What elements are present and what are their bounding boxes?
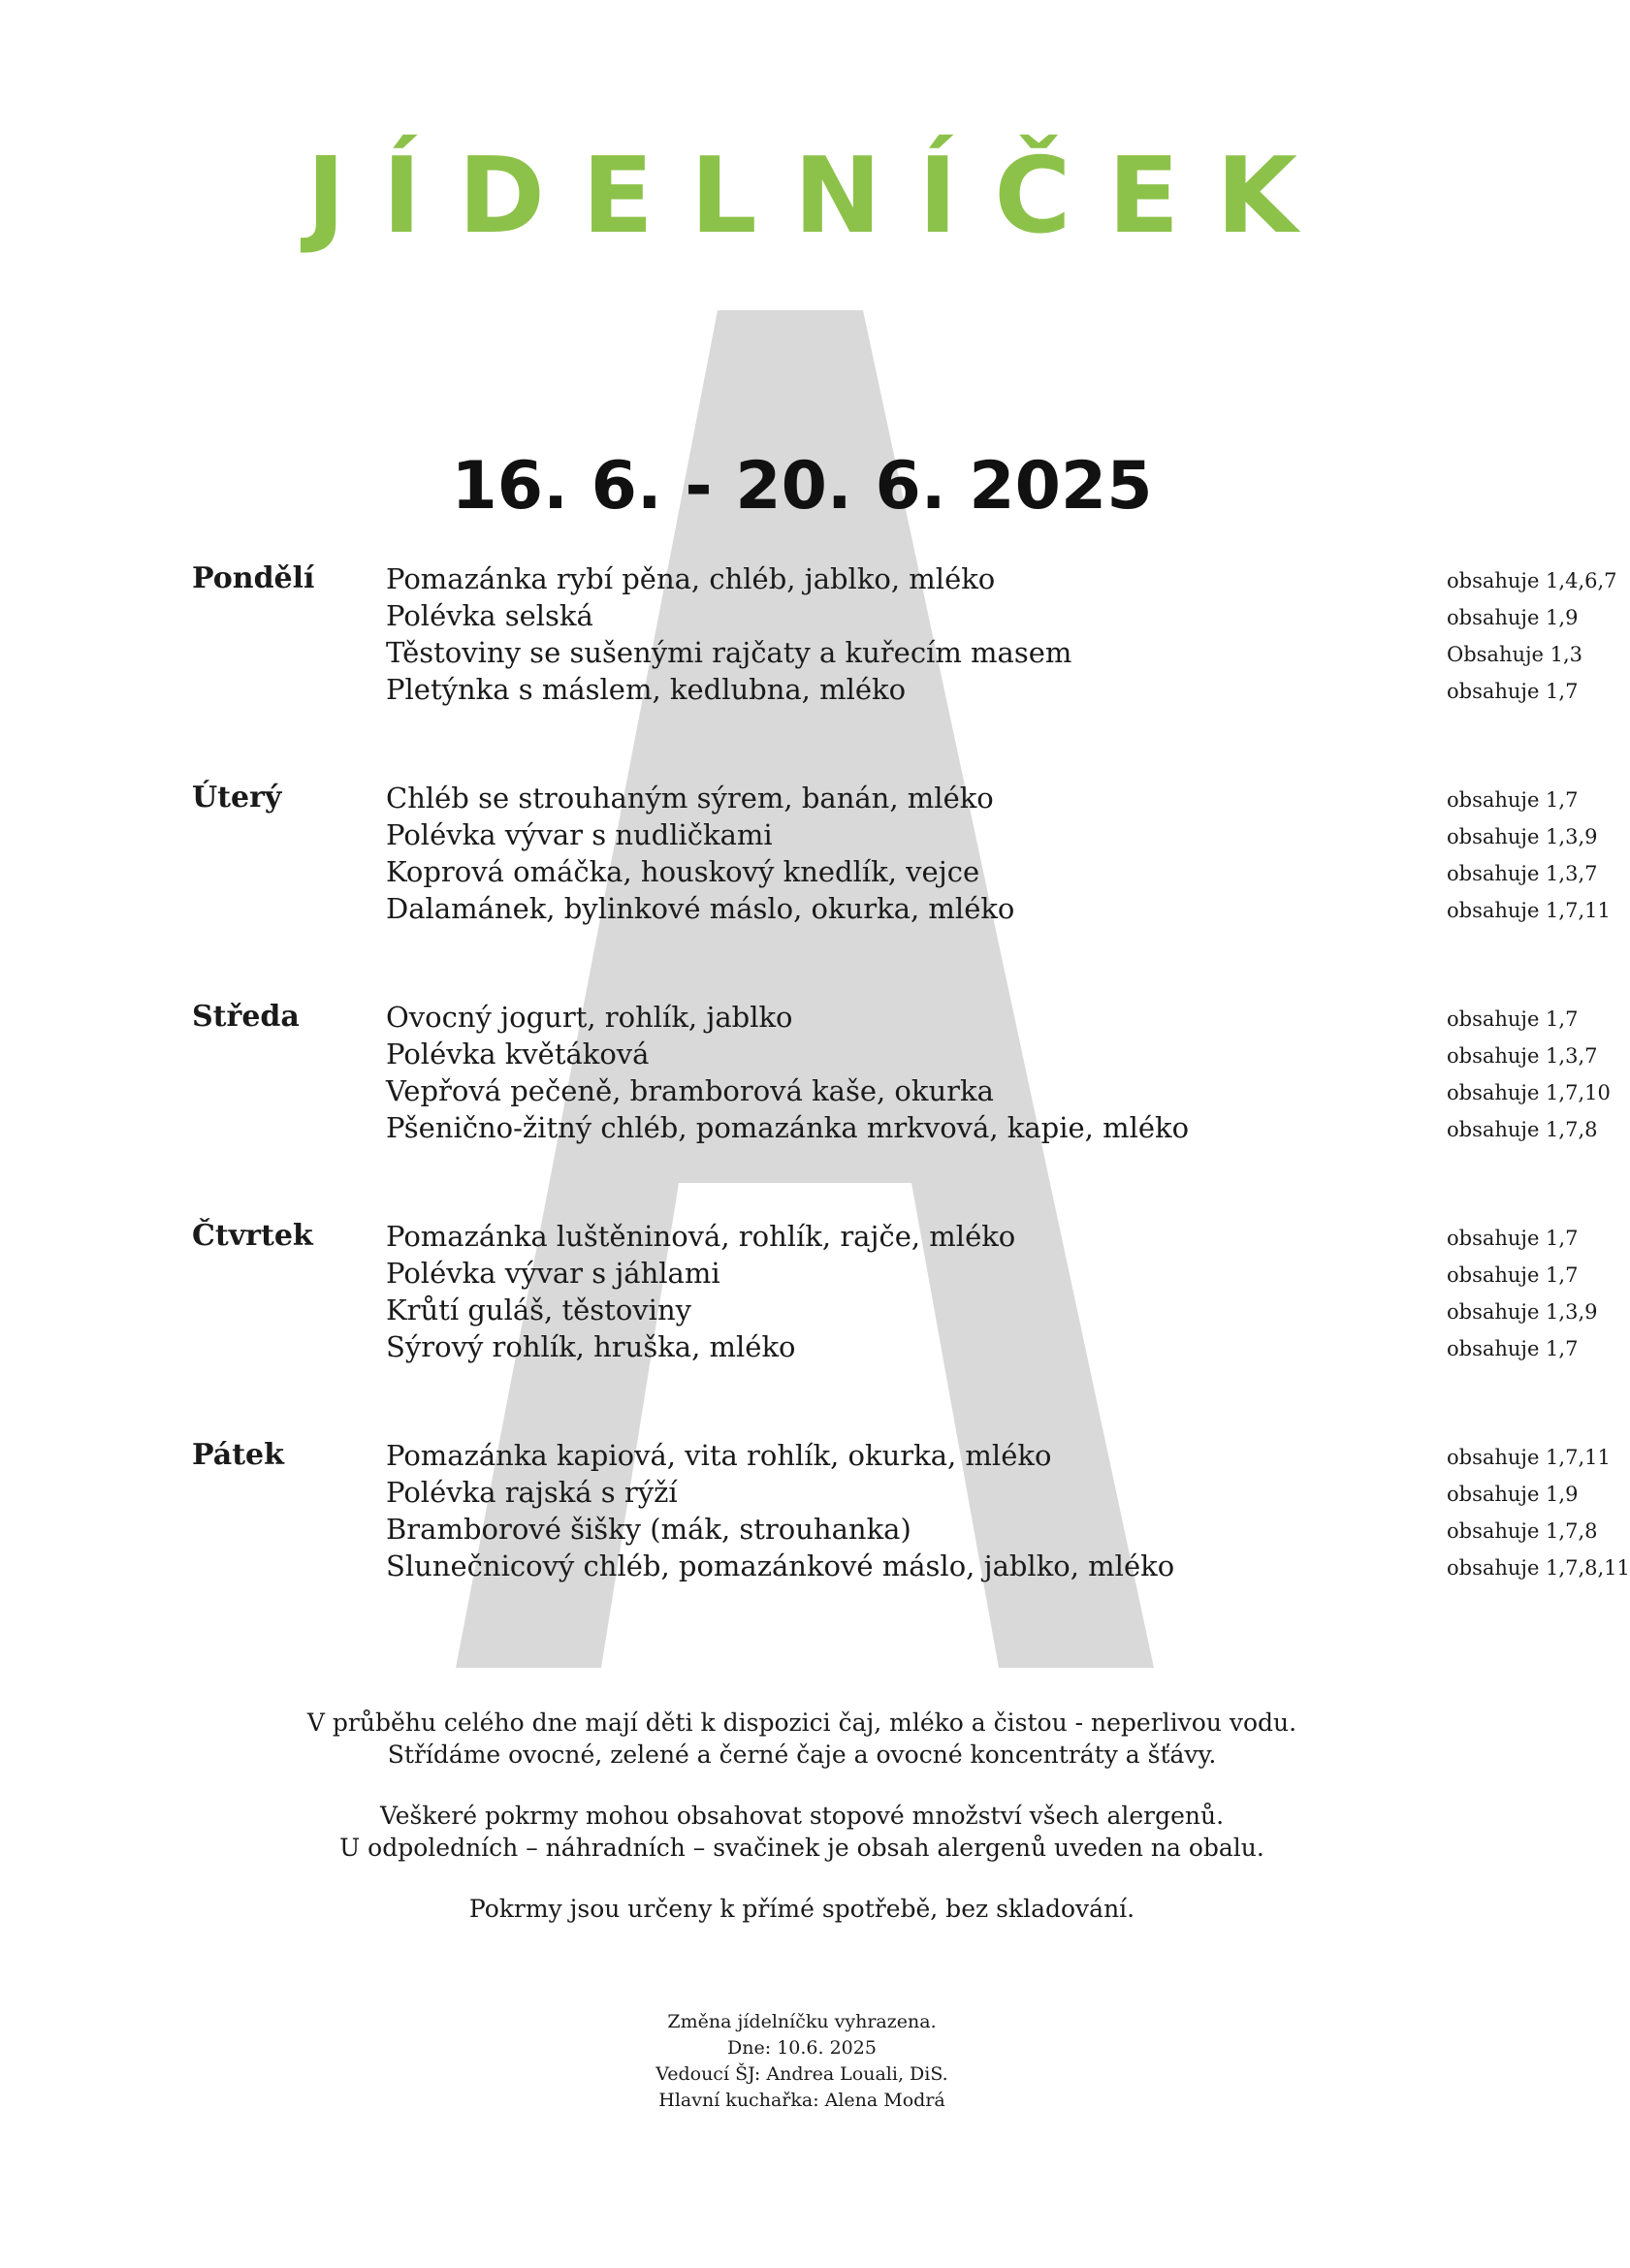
meal-allergens: obsahuje 1,9 xyxy=(1447,606,1579,629)
meal-allergens: obsahuje 1,7 xyxy=(1447,1263,1579,1287)
meal-text: Těstoviny se sušenými rajčaty a kuřecím masem xyxy=(386,636,1072,669)
footer-line: Hlavní kuchařka: Alena Modrá xyxy=(658,2090,945,2111)
weekly-menu xyxy=(192,560,1630,1584)
meal-row xyxy=(386,1292,1598,1328)
meal-text: Polévka selská xyxy=(386,599,593,632)
meal-text: Pomazánka kapiová, vita rohlík, okurka, mléko xyxy=(386,1439,1052,1472)
meal-row xyxy=(386,1218,1579,1255)
meal-allergens: obsahuje 1,9 xyxy=(1447,1483,1579,1506)
meal-text: Pšeničnо-žitný chléb, pomazánka mrkvová, kapie, mléko xyxy=(386,1111,1190,1144)
meal-list xyxy=(386,999,1611,1146)
meal-row xyxy=(386,634,1583,671)
meal-row xyxy=(386,671,1579,708)
note-paragraph xyxy=(0,1707,1604,1771)
meal-list xyxy=(386,1218,1598,1365)
meal-allergens: obsahuje 1,7 xyxy=(1447,1337,1579,1360)
meal-text: Polévka vývar s nudličkami xyxy=(386,818,773,851)
meal-text: Pomazánka luštěninová, rohlík, rajče, mléko xyxy=(386,1220,1016,1253)
day-block xyxy=(192,1437,1630,1584)
meal-row xyxy=(386,560,1617,597)
meal-text: Polévka rajská s rýží xyxy=(386,1476,678,1509)
note-line: Pokrmy jsou určeny k přímé spotřebě, bez skladování. xyxy=(468,1895,1135,1923)
day-block xyxy=(192,780,1611,999)
note-paragraph xyxy=(0,1800,1604,1864)
meal-row xyxy=(386,1255,1579,1292)
meal-text: Polévka vývar s jáhlami xyxy=(386,1257,720,1290)
meal-allergens: obsahuje 1,7 xyxy=(1447,680,1579,703)
meal-list xyxy=(386,780,1611,927)
meal-allergens: obsahuje 1,7,8 xyxy=(1447,1118,1598,1141)
meal-allergens: obsahuje 1,7 xyxy=(1447,1007,1579,1031)
meal-text: Pomazánka rybí pěna, chléb, jablko, mléko xyxy=(386,562,996,595)
meal-allergens: obsahuje 1,3,7 xyxy=(1447,1044,1598,1068)
note-line: U odpoledních – náhradních – svačinek je obsah alergenů uveden na obalu. xyxy=(339,1834,1264,1862)
meal-row xyxy=(386,1328,1579,1365)
meal-text: Sýrový rohlík, hruška, mléko xyxy=(386,1330,796,1363)
meal-allergens: obsahuje 1,7 xyxy=(1447,1227,1579,1250)
meal-row xyxy=(386,1072,1611,1109)
note-line: Střídáme ovocné, zelené a černé čaje a ovocné koncentráty a šťávy. xyxy=(387,1741,1217,1769)
meal-row xyxy=(386,853,1598,890)
meal-allergens: obsahuje 1,7,11 xyxy=(1447,1446,1611,1469)
meal-allergens: obsahuje 1,7 xyxy=(1447,788,1579,812)
meal-row xyxy=(386,890,1611,927)
note-line: Veškeré pokrmy mohou obsahovat stopové množství všech alergenů. xyxy=(379,1802,1225,1830)
meal-text: Ovocný jogurt, rohlík, jablko xyxy=(386,1001,793,1034)
meal-row xyxy=(386,1511,1598,1548)
meal-row xyxy=(386,1474,1579,1511)
meal-row xyxy=(386,780,1579,816)
meal-row xyxy=(386,999,1579,1036)
meal-allergens: obsahuje 1,7,11 xyxy=(1447,899,1611,922)
footer-line: Vedoucí ŠJ: Andrea Louali, DiS. xyxy=(655,2063,948,2085)
meal-list xyxy=(386,560,1617,708)
footer-line: Dne: 10.6. 2025 xyxy=(727,2037,877,2059)
footer-section xyxy=(0,2009,1604,2114)
meal-text: Bramborové šišky (mák, strouhanka) xyxy=(386,1513,911,1546)
day-block xyxy=(192,560,1617,780)
date-range: 16. 6. - 20. 6. 2025 xyxy=(451,448,1153,525)
meal-row xyxy=(386,597,1579,634)
meal-allergens: Obsahuje 1,3 xyxy=(1447,643,1583,666)
meal-text: Slunečnicový chléb, pomazánkové máslo, jablko, mléko xyxy=(386,1549,1175,1582)
meal-text: Krůtí guláš, těstoviny xyxy=(386,1294,692,1326)
page-title: JÍDELNÍČEK xyxy=(306,136,1334,257)
notes-section xyxy=(0,1707,1604,1954)
meal-allergens: obsahuje 1,3,9 xyxy=(1447,1300,1598,1324)
meal-allergens: obsahuje 1,7,8 xyxy=(1447,1519,1598,1543)
meal-text: Chléb se strouhaným sýrem, banán, mléko xyxy=(386,782,994,815)
note-paragraph xyxy=(0,1893,1604,1925)
meal-allergens: obsahuje 1,3,9 xyxy=(1447,825,1598,848)
meal-text: Dalamánek, bylinkové máslo, okurka, mléko xyxy=(386,892,1015,925)
footer-line: Změna jídelníčku vyhrazena. xyxy=(667,2011,937,2032)
meal-row xyxy=(386,1109,1598,1146)
day-name: Středa xyxy=(192,1000,300,1034)
meal-text: Koprová omáčka, houskový knedlík, vejce xyxy=(386,855,980,888)
meal-allergens: obsahuje 1,7,10 xyxy=(1447,1081,1611,1104)
meal-text: Vepřová pečeně, bramborová kaše, okurka xyxy=(386,1074,994,1107)
meal-row xyxy=(386,1036,1598,1072)
meal-list xyxy=(386,1437,1630,1584)
day-name: Pátek xyxy=(192,1438,284,1472)
note-line: V průběhu celého dne mají děti k dispozici čaj, mléko a čistou - neperlivou vodu. xyxy=(306,1709,1297,1737)
day-block xyxy=(192,1218,1598,1437)
day-name: Pondělí xyxy=(192,561,315,595)
meal-text: Pletýnka s máslem, kedlubna, mléko xyxy=(386,673,907,706)
meal-row xyxy=(386,1437,1611,1474)
meal-row xyxy=(386,816,1598,853)
day-block xyxy=(192,999,1611,1218)
meal-allergens: obsahuje 1,4,6,7 xyxy=(1447,569,1617,592)
meal-row xyxy=(386,1548,1630,1584)
meal-text: Polévka květáková xyxy=(386,1038,650,1070)
day-name: Čtvrtek xyxy=(192,1219,313,1253)
day-name: Úterý xyxy=(192,781,282,815)
meal-allergens: obsahuje 1,7,8,11 xyxy=(1447,1556,1630,1580)
meal-allergens: obsahuje 1,3,7 xyxy=(1447,862,1598,885)
